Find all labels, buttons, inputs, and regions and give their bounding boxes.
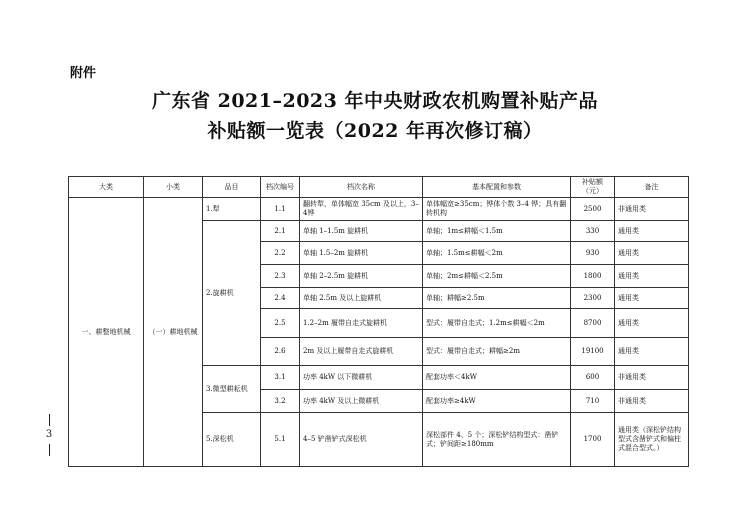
amount-cell: 8700 xyxy=(571,309,615,338)
header-cell: 品目 xyxy=(203,177,261,198)
page-number-text: 3 xyxy=(45,429,53,440)
header-cell: 备注 xyxy=(615,177,689,198)
amount-cell: 1800 xyxy=(571,265,615,288)
name-cell: 翻转犁，单体幅宽 35cm 及以上，3–4铧 xyxy=(300,198,423,221)
params-cell: 单轴；耕幅≥2.5m xyxy=(423,288,571,309)
item-cell: 3.微型耕耘机 xyxy=(203,366,261,413)
name-cell: 功率 4kW 以下微耕机 xyxy=(300,366,423,390)
name-cell: 1.2–2m 履带自走式旋耕机 xyxy=(300,309,423,338)
code-cell: 2.6 xyxy=(261,338,300,366)
code-cell: 2.2 xyxy=(261,242,300,265)
header-cell: 档次名称 xyxy=(300,177,423,198)
code-cell: 2.3 xyxy=(261,265,300,288)
params-cell: 型式：履带自走式；耕幅≥2m xyxy=(423,338,571,366)
note-cell: 通用类（深松铲结构型式含凿铲式和偏柱式混合型式。） xyxy=(615,413,689,467)
note-cell: 通用类 xyxy=(615,221,689,242)
params-cell: 单轴；2m≤耕幅＜2.5m xyxy=(423,265,571,288)
code-cell: 2.1 xyxy=(261,221,300,242)
code-cell: 2.5 xyxy=(261,309,300,338)
code-cell: 5.1 xyxy=(261,413,300,467)
page-title-line1: 广东省 2021–2023 年中央财政农机购置补贴产品 xyxy=(152,90,598,112)
params-cell: 单轴；1m≤耕幅＜1.5m xyxy=(423,221,571,242)
amount-cell: 1700 xyxy=(571,413,615,467)
table-header-row xyxy=(69,177,689,198)
note-cell: 通用类 xyxy=(615,338,689,366)
item-cell: 5.深松机 xyxy=(203,413,261,467)
amount-cell: 330 xyxy=(571,221,615,242)
code-cell: 3.1 xyxy=(261,366,300,390)
note-cell: 通用类 xyxy=(615,265,689,288)
code-cell: 3.2 xyxy=(261,390,300,413)
name-cell: 2m 及以上履带自走式旋耕机 xyxy=(300,338,423,366)
name-cell: 单轴 1.5–2m 旋耕机 xyxy=(300,242,423,265)
params-cell: 单体幅宽≥35cm；铧体个数 3–4 铧；具有翻转机构 xyxy=(423,198,571,221)
item-cell: 2.旋耕机 xyxy=(203,221,261,366)
note-cell: 非通用类 xyxy=(615,390,689,413)
amount-cell: 600 xyxy=(571,366,615,390)
code-cell: 2.4 xyxy=(261,288,300,309)
subcategory-cell: （一）耕地机械 xyxy=(144,198,203,467)
amount-cell: 710 xyxy=(571,390,615,413)
params-cell: 深松部件 4、5 个；深松铲结构型式：凿铲式；铲间距≥180mm xyxy=(423,413,571,467)
header-cell: 档次编号 xyxy=(261,177,300,198)
page-number xyxy=(42,412,56,458)
code-cell: 1.1 xyxy=(261,198,300,221)
table-row xyxy=(69,198,689,221)
params-cell: 配套功率＜4kW xyxy=(423,366,571,390)
name-cell: 单轴 1–1.5m 旋耕机 xyxy=(300,221,423,242)
note-cell: 通用类 xyxy=(615,309,689,338)
params-cell: 配套功率≥4kW xyxy=(423,390,571,413)
name-cell: 单轴 2–2.5m 旋耕机 xyxy=(300,265,423,288)
name-cell: 功率 4kW 及以上微耕机 xyxy=(300,390,423,413)
item-cell: 1.犁 xyxy=(203,198,261,221)
note-cell: 非通用类 xyxy=(615,198,689,221)
header-cell: 补贴额（元） xyxy=(571,177,615,198)
category-cell: 一、耕整地机械 xyxy=(69,198,144,467)
name-cell: 单轴 2.5m 及以上旋耕机 xyxy=(300,288,423,309)
amount-cell: 2500 xyxy=(571,198,615,221)
header-cell: 基本配置和参数 xyxy=(423,177,571,198)
attachment-label: 附件 xyxy=(70,66,97,81)
amount-cell: 2300 xyxy=(571,288,615,309)
page-number-dash-bottom xyxy=(49,444,50,456)
amount-cell: 19100 xyxy=(571,338,615,366)
note-cell: 通用类 xyxy=(615,242,689,265)
note-cell: 通用类 xyxy=(615,288,689,309)
params-cell: 单轴；1.5m≤耕幅＜2m xyxy=(423,242,571,265)
subsidy-table xyxy=(68,176,689,467)
header-cell: 小类 xyxy=(144,177,203,198)
page-title-line2: 补贴额一览表（2022 年再次修订稿） xyxy=(207,120,543,142)
params-cell: 型式：履带自走式；1.2m≤耕幅＜2m xyxy=(423,309,571,338)
note-cell: 非通用类 xyxy=(615,366,689,390)
page-number-dash-top xyxy=(49,414,50,426)
amount-cell: 930 xyxy=(571,242,615,265)
header-cell: 大类 xyxy=(69,177,144,198)
name-cell: 4–5 铲凿铲式深松机 xyxy=(300,413,423,467)
